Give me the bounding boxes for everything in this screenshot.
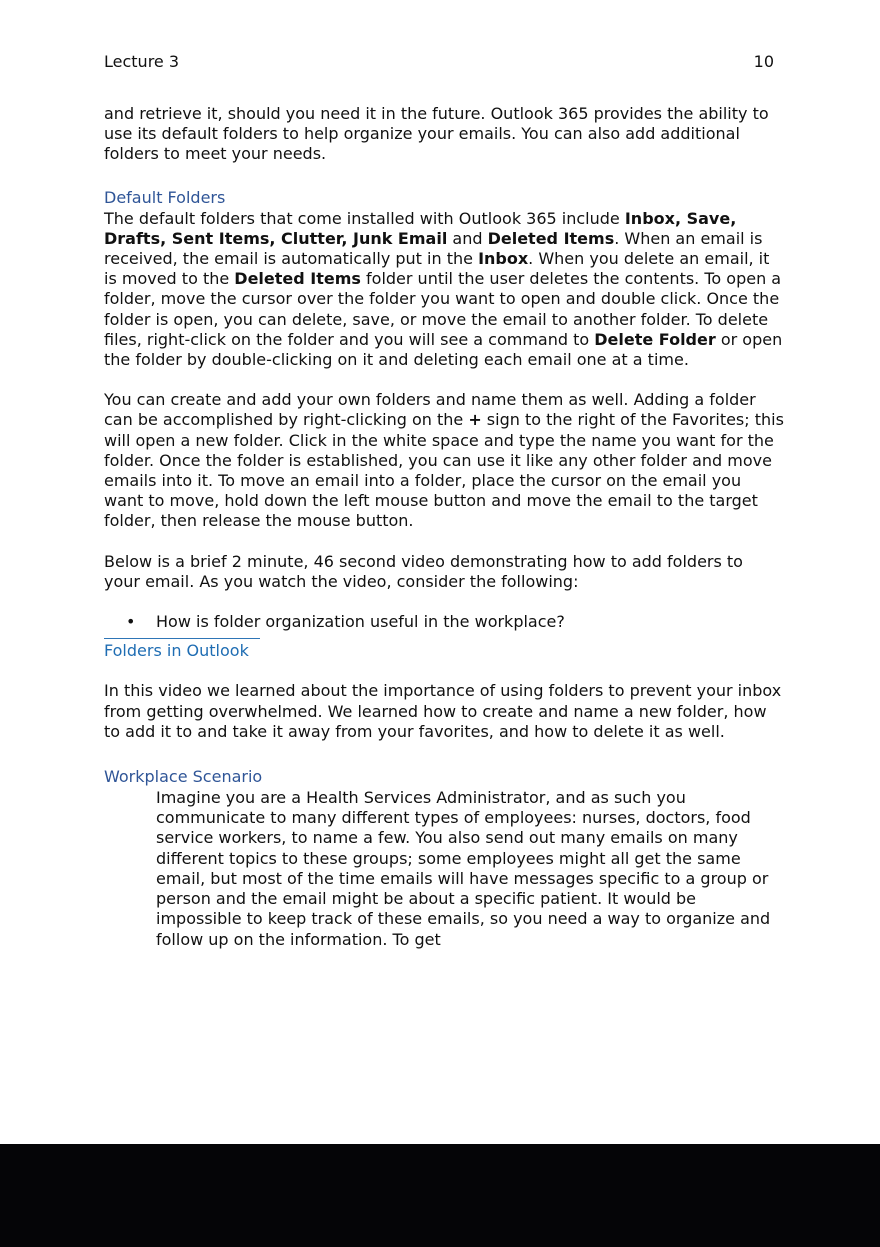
- spacer: [104, 592, 784, 612]
- page-content: [104, 104, 784, 950]
- spacer: [104, 742, 784, 764]
- intro-paragraph: and retrieve it, should you need it in the future. Outlook 365 provides the ability to use its default folders to help organize your emails. You can also add additional folders to meet your needs.: [104, 104, 769, 164]
- bold-deleted-items: Deleted Items: [487, 228, 615, 248]
- divider: [104, 638, 260, 639]
- text-run: or open the folder by double-clicking on it and deleting each email one at a time.: [104, 329, 783, 370]
- page-header: [104, 52, 774, 72]
- lecture-label: Lecture 3: [104, 52, 180, 71]
- spacer: [104, 165, 784, 185]
- bold-plus-sign: +: [468, 410, 482, 430]
- text-run: . When an email is received, the email is automatically put in the: [104, 228, 763, 269]
- default-folders-paragraph: [104, 209, 784, 371]
- video-link-block: [104, 638, 784, 661]
- spacer: [104, 370, 784, 390]
- spacer: [104, 661, 784, 681]
- video-intro-paragraph: Below is a brief 2 minute, 46 second video demonstrating how to add folders to your email. As you watch the video, consider the following:: [104, 551, 743, 591]
- text-run: The default folders that come installed with Outlook 365 include: [104, 208, 625, 228]
- bottom-black-bar: [0, 1144, 880, 1247]
- text-run: folder until the user deletes the contents. To open a folder, move the cursor over the folder you want to open and double click. Once the folder is open, you can delete, save, or move the email to another folder. To delete files, right-click on the folder and you will see a command to: [104, 269, 782, 349]
- bold-folder-list: Inbox, Save, Drafts, Sent Items, Clutter, Junk Email: [104, 208, 737, 248]
- video-link-folders-in-outlook[interactable]: Folders in Outlook: [104, 641, 249, 661]
- page-number: 10: [753, 52, 774, 71]
- section-heading-workplace-scenario: Workplace Scenario: [104, 767, 263, 787]
- question-list: [104, 612, 784, 632]
- bold-inbox: Inbox: [478, 249, 529, 269]
- bold-delete-folder: Delete Folder: [594, 329, 716, 349]
- bold-deleted-items: Deleted Items: [234, 269, 361, 289]
- bullet-icon: •: [126, 612, 136, 632]
- spacer: [104, 532, 784, 552]
- video-summary-paragraph: In this video we learned about the importance of using folders to prevent your inbox from getting overwhelmed. We learned how to create and name a new folder, how to add it to and take it away from your favorites, and how to delete it as well.: [104, 681, 782, 741]
- section-heading-default-folders: Default Folders: [104, 187, 226, 207]
- question-text: How is folder organization useful in the workplace?: [156, 612, 565, 632]
- text-run: . When you delete an email, it is moved to the: [104, 249, 770, 289]
- question-item: [104, 612, 784, 632]
- text-run: sign to the right of the Favorites; this will open a new folder. Click in the white space and type the name you want for the folder. Once the folder is established, you can use it like any other folder and move emails into it. To move an email into a folder, place the cursor on the email you want to move, hold down the left mouse button and move the email to the target folder, then release the mouse button.: [104, 410, 784, 531]
- create-folders-paragraph: [104, 390, 784, 531]
- workplace-scenario-paragraph: Imagine you are a Health Services Administrator, and as such you communicate to many different types of employees: nurses, doctors, food service workers, to name a few. You also send out many emails on many different topics to these groups; some employees might all get the same email, but most of the time emails will have messages specific to a group or person and the email might be about a specific patient. It would be impossible to keep track of these emails, so you need a way to organize and follow up on the information. To get: [156, 788, 771, 949]
- text-run: You can create and add your own folders and name them as well. Adding a folder can be accomplished by right-clicking on the: [104, 390, 756, 430]
- text-run: and: [447, 228, 488, 248]
